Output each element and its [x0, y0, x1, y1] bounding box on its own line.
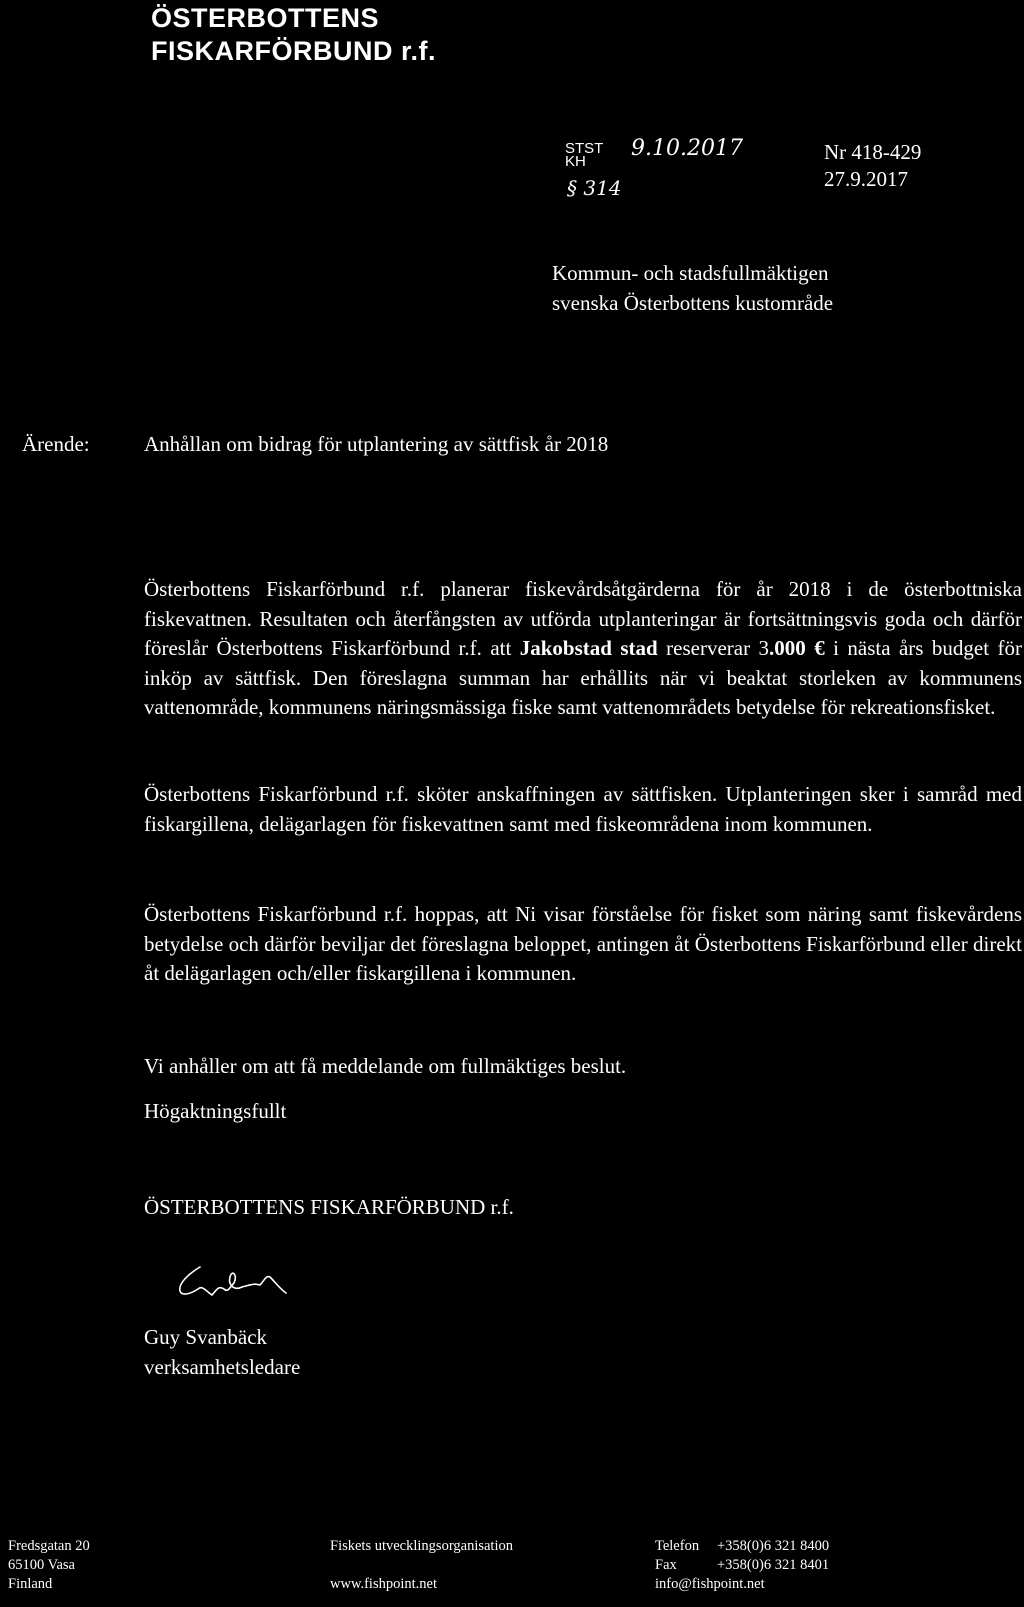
signer-name: Guy Svanbäck	[144, 1325, 268, 1349]
footer-contact	[655, 1537, 829, 1594]
recipient-line-1: Kommun- och stadsfullmäktigen	[552, 261, 829, 285]
footer-organization	[330, 1537, 513, 1594]
handwritten-signature	[172, 1255, 302, 1315]
footer-address-line: Fredsgatan 20	[8, 1538, 90, 1554]
body-paragraph-1	[144, 575, 1022, 723]
closing-salutation: Högaktningsfullt	[144, 1099, 287, 1123]
reference-date: 27.9.2017	[824, 167, 908, 191]
reference-number: Nr 418-429	[824, 140, 922, 164]
reference-block	[824, 139, 921, 193]
footer-address	[8, 1537, 90, 1594]
body-paragraph-4: Vi anhåller om att få meddelande om fullmäktiges beslut.	[144, 1054, 627, 1078]
fax-number: +358(0)6 321 8401	[717, 1557, 830, 1573]
signer-title: verksamhetsledare	[144, 1355, 301, 1379]
letterhead	[151, 2, 436, 68]
letterhead-line-2: FISKARFÖRBUND r.f.	[151, 36, 436, 66]
p1-text-b: reserverar 3	[657, 636, 770, 660]
received-stamp	[565, 136, 743, 211]
letterhead-line-1: ÖSTERBOTTENS	[151, 3, 380, 33]
stamp-code-1: STST	[565, 140, 604, 157]
footer-website-link[interactable]: www.fishpoint.net	[330, 1576, 437, 1592]
stamp-date: 9.10.2017	[631, 136, 743, 161]
footer-address-line: 65100 Vasa	[8, 1557, 75, 1573]
recipient-line-2: svenska Österbottens kustområde	[552, 291, 834, 315]
subject-text: Anhållan om bidrag för utplantering av sättfisk år 2018	[144, 432, 609, 456]
footer-email-link[interactable]: info@fishpoint.net	[655, 1576, 765, 1592]
signer-block	[144, 1322, 300, 1382]
phone-number: +358(0)6 321 8400	[717, 1538, 830, 1554]
footer-address-line: Finland	[8, 1576, 53, 1592]
signature-organization: ÖSTERBOTTENS FISKARFÖRBUND r.f.	[144, 1195, 514, 1219]
p1-text-a: Österbottens Fiskarförbund r.f. planerar fiskevårdsåtgärderna för år 2018 i de österbottniska fiskevattnen. Resultaten och återfångsten av utförda utplanteringar är fortsättningsvis goda och därför föreslår Österbottens Fiskarförbund r.f. att	[144, 577, 1022, 660]
body-paragraph-3: Österbottens Fiskarförbund r.f. hoppas, att Ni visar förståelse för fisket som näring samt fiskevårdens betydelse och därför beviljar det föreslagna beloppet, antingen åt Österbottens Fiskarförbund eller direkt åt delägarlagen och/eller fiskargillena i kommunen.	[144, 902, 1022, 985]
fax-label: Fax	[655, 1557, 677, 1573]
phone-label: Telefon	[655, 1538, 700, 1554]
stamp-code-2: KH	[565, 153, 586, 170]
p1-amount: .000 €	[769, 636, 825, 660]
p1-text-c: i nästa års budget för inköp av sättfisk. Den föreslagna summan har erhållits när vi beaktat storleken av kommunens vattenområde, kommunens näringsmässiga fiske samt vattenområdets betydelse för rekreationsfisket.	[144, 636, 1022, 719]
stamp-section: § 314	[567, 176, 622, 200]
recipient-block	[552, 258, 833, 318]
body-paragraph-2: Österbottens Fiskarförbund r.f. sköter anskaffningen av sättfisken. Utplanteringen sker i samråd med fiskargillena, delägarlagen för fiskevattnen samt med fiskeområdena inom kommunen.	[144, 782, 1022, 836]
p1-city-name: Jakobstad stad	[519, 636, 658, 660]
footer-tagline: Fiskets utvecklingsorganisation	[330, 1538, 513, 1554]
subject-label: Ärende:	[22, 432, 90, 456]
